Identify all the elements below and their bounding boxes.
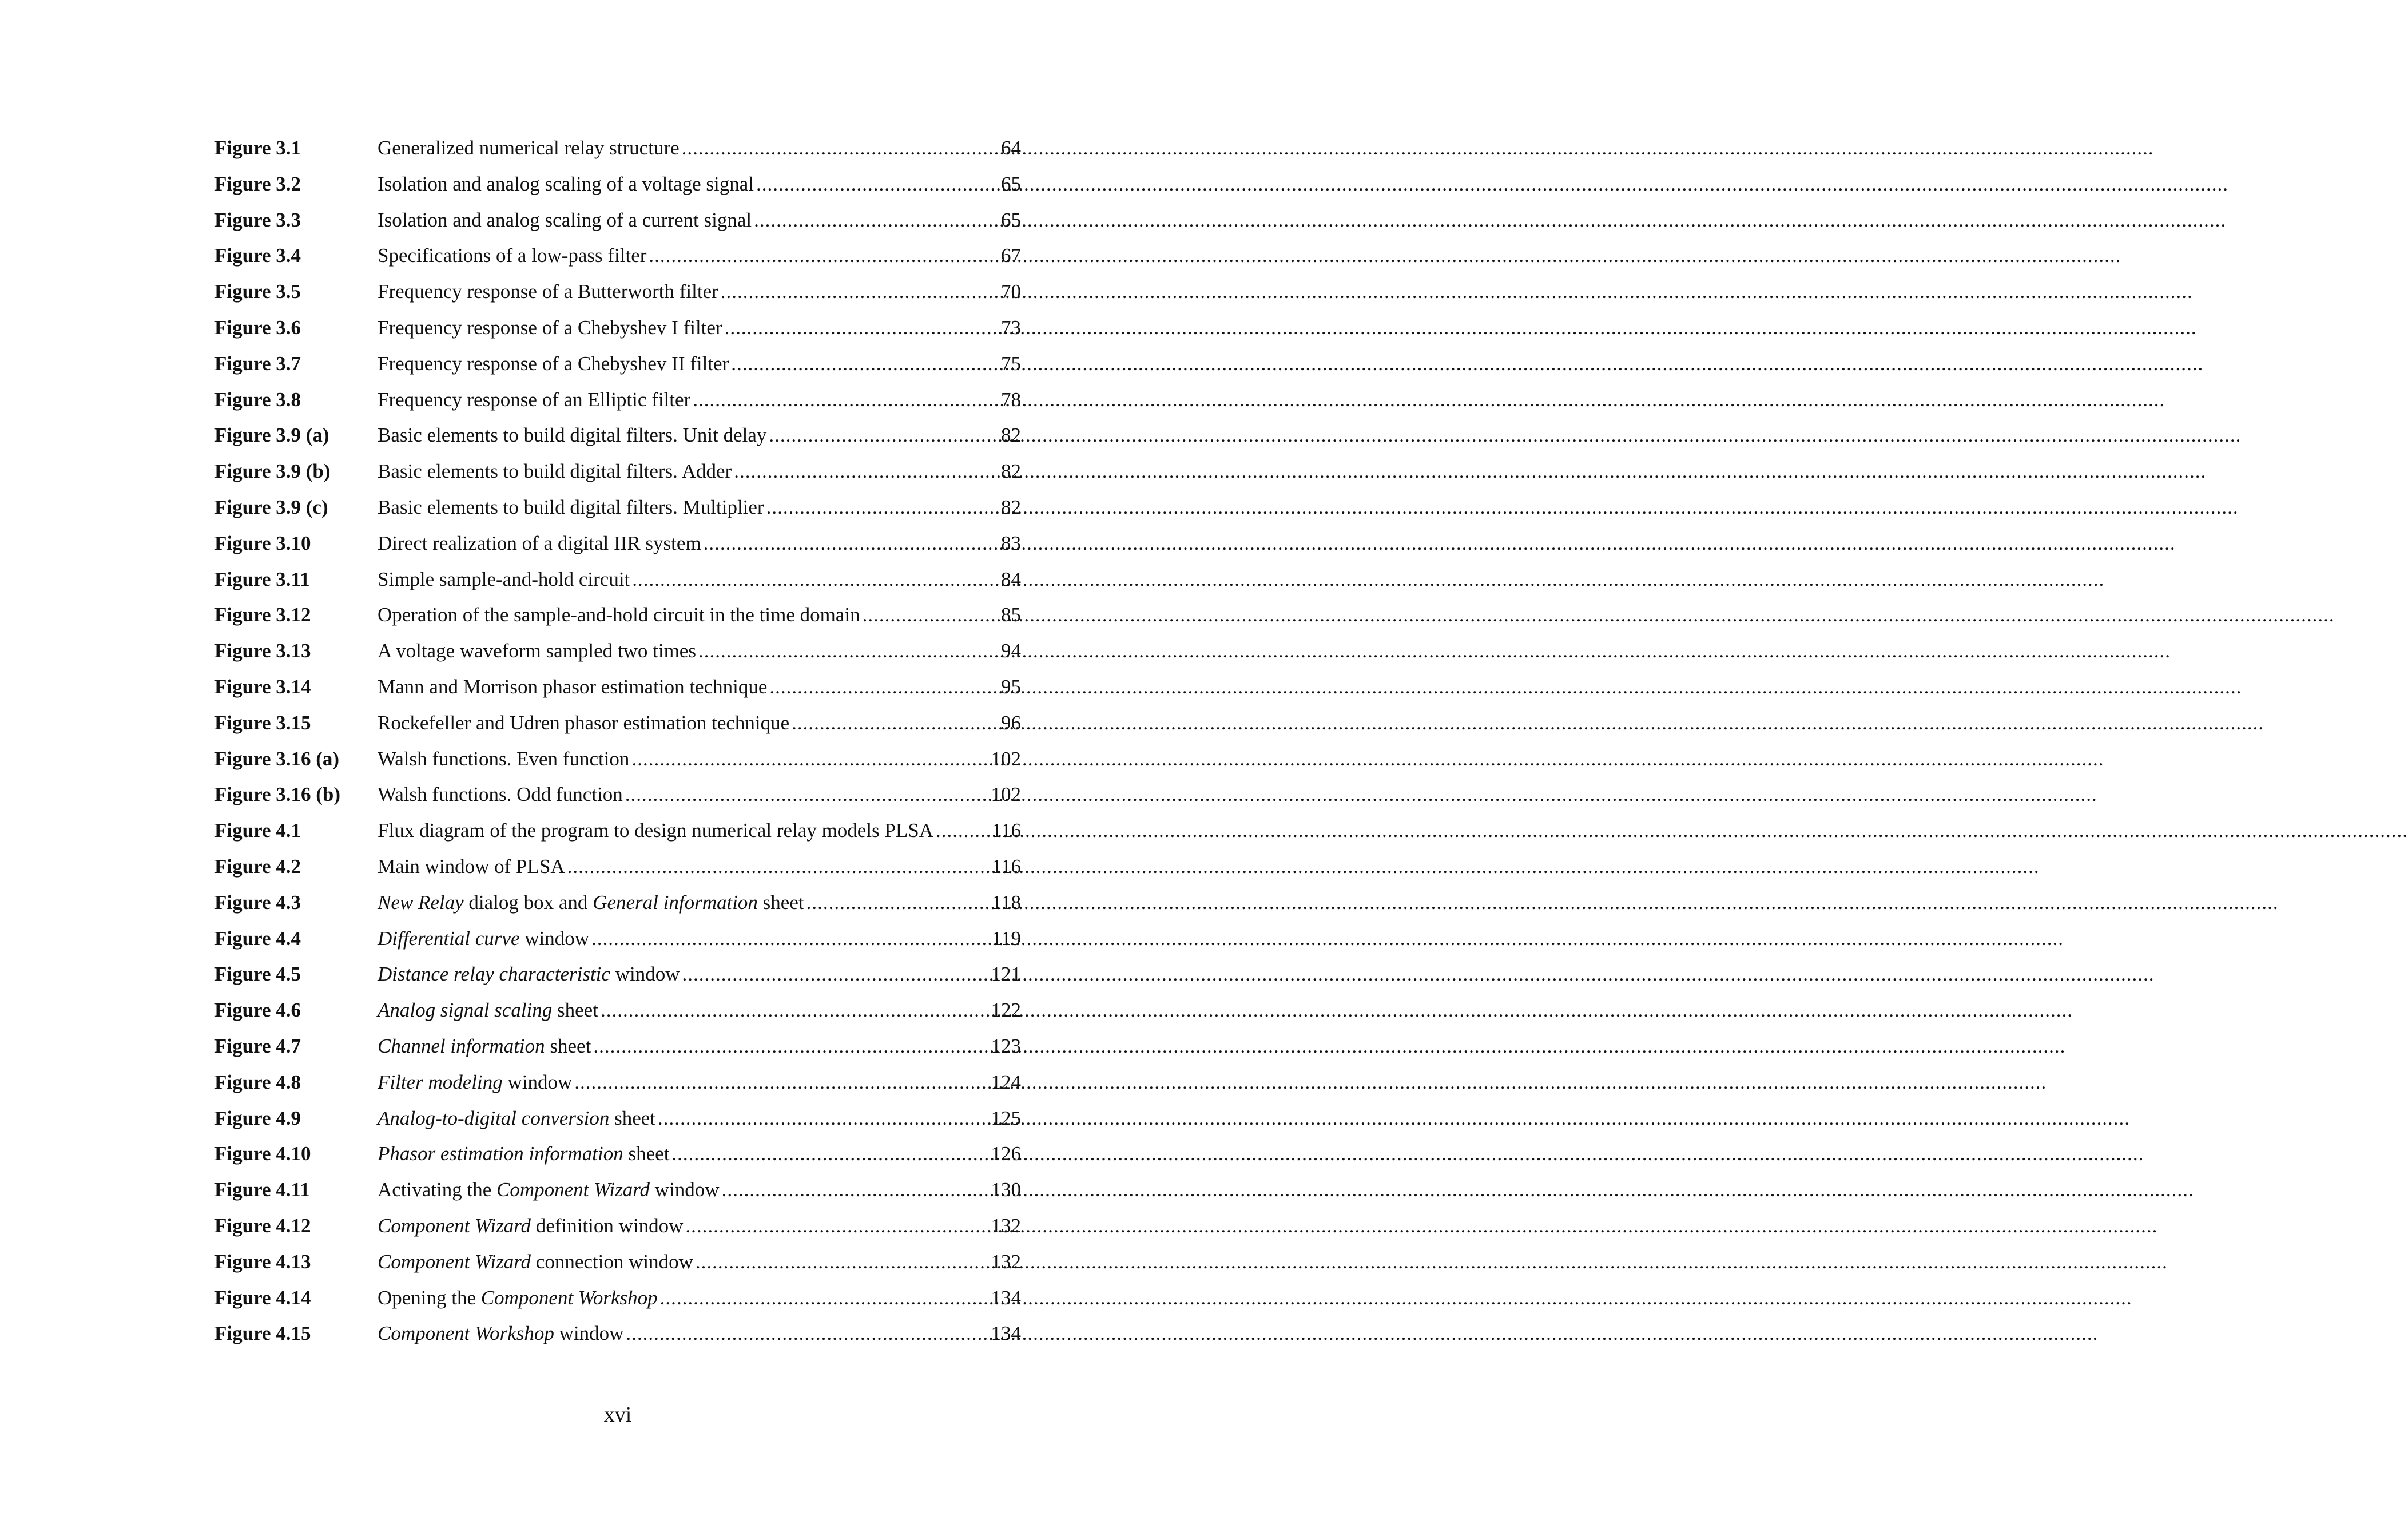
dot-leader [792,705,982,741]
figure-entry [214,1316,1021,1352]
figure-label: Figure 3.5 [214,280,301,303]
caption-segment: sheet [623,1142,670,1165]
figure-entry [214,1029,1021,1065]
figure-entry [214,562,1021,598]
caption-italic-segment: Filter modeling [378,1070,503,1093]
caption-segment: Specifications of a low-pass filter [378,244,647,267]
caption-italic-segment: Component Workshop [480,1286,658,1309]
figure-page-number: 125 [991,1106,1021,1129]
caption-segment: window [650,1178,720,1201]
caption-segment: A voltage waveform sampled two times [378,640,696,662]
dot-leader [658,1101,982,1137]
caption-segment: Operation of the sample-and-hold circuit in the time domain [378,604,860,626]
caption-segment: Generalized numerical relay structure [378,137,680,159]
figure-page-number: 82 [1001,424,1021,447]
figure-page-number: 75 [1001,352,1021,375]
figure-entry [214,1280,1021,1316]
figure-entry [214,1172,1021,1208]
page-number: xvi [603,1403,632,1427]
figure-page-number: 64 [1001,137,1021,159]
caption-segment: Main window of PLSA [378,855,565,878]
caption-segment: Basic elements to build digital filters. Multiplier [378,495,764,518]
dot-leader [704,526,982,562]
caption-segment: Direct realization of a digital IIR system [378,531,701,554]
dot-leader [721,274,982,310]
figure-entry [214,705,1021,741]
caption-segment: window [554,1322,624,1345]
figure-caption [378,705,789,741]
figure-caption [378,885,804,921]
dot-leader [671,1136,982,1172]
figure-label: Figure 4.12 [214,1214,311,1237]
figure-label: Figure 3.16 (b) [214,783,341,806]
caption-segment: Activating the [378,1178,497,1201]
figure-caption [378,1280,658,1316]
figure-entry [214,885,1021,921]
dot-leader [649,238,982,274]
figure-caption [378,957,680,993]
figure-label: Figure 3.7 [214,352,301,375]
dot-leader [682,957,982,993]
caption-italic-segment: Component Wizard [496,1178,650,1201]
caption-segment: dialog box and [463,891,593,914]
figure-caption [378,1208,683,1244]
figure-entry [214,310,1021,346]
figure-label: Figure 4.10 [214,1142,311,1165]
caption-italic-segment: Distance relay characteristic [378,963,610,986]
caption-italic-segment: Analog signal scaling [378,999,553,1022]
figure-entry [214,203,1021,239]
figure-label: Figure 4.2 [214,855,301,878]
caption-segment: sheet [552,999,598,1022]
figure-caption [378,1244,693,1280]
figure-entry [214,346,1021,382]
figure-page-number: 132 [991,1250,1021,1273]
figure-label: Figure 3.16 (a) [214,747,340,770]
figure-page-number: 78 [1001,388,1021,411]
figure-label: Figure 4.7 [214,1034,301,1057]
figure-caption [378,633,696,669]
figure-caption [378,1065,572,1101]
figure-label: Figure 4.5 [214,963,301,986]
figure-caption [378,1029,591,1065]
figure-label: Figure 4.11 [214,1178,310,1201]
caption-italic-segment: Component Wizard [378,1250,531,1273]
figure-label: Figure 3.1 [214,137,301,159]
figure-entry [214,597,1021,633]
figure-caption [378,310,722,346]
figure-page-number: 123 [991,1034,1021,1057]
figure-caption [378,921,589,957]
dot-leader [591,921,982,957]
figure-label: Figure 3.11 [214,567,310,590]
dot-leader [574,1065,982,1101]
caption-italic-segment: General information [593,891,758,914]
dot-leader [567,849,982,885]
figure-entry [214,813,1021,849]
figure-label: Figure 3.9 (c) [214,495,328,518]
figure-entry [214,274,1021,310]
figure-label: Figure 3.9 (a) [214,424,329,447]
dot-leader [734,454,982,490]
dot-leader [601,993,982,1029]
figure-caption [378,490,764,526]
figure-caption [378,418,766,454]
figure-caption [378,382,690,418]
figure-entry [214,849,1021,885]
figure-caption [378,238,646,274]
caption-segment: Mann and Morrison phasor estimation technique [378,675,768,698]
caption-segment: Opening the [378,1286,481,1309]
figure-page-number: 85 [1001,604,1021,626]
dot-leader [725,310,982,346]
figure-caption [378,1101,655,1137]
dot-leader [685,1208,982,1244]
caption-segment: Frequency response of a Chebyshev II filter [378,352,729,375]
figure-page-number: 82 [1001,495,1021,518]
figure-entry [214,777,1021,813]
figure-label: Figure 3.9 (b) [214,460,331,483]
dot-leader [631,741,982,777]
figure-caption [378,562,630,598]
dot-leader [626,1316,982,1352]
figure-page-number: 96 [1001,711,1021,734]
figure-page-number: 130 [991,1178,1021,1201]
figure-page-number: 126 [991,1142,1021,1165]
caption-segment: Frequency response of a Chebyshev I filter [378,316,722,339]
figure-caption [378,741,629,777]
caption-italic-segment: Differential curve [378,927,520,950]
caption-segment: Basic elements to build digital filters. Unit delay [378,424,767,447]
list-of-figures [214,130,1021,1352]
figure-caption [378,1136,669,1172]
figure-page-number: 102 [991,747,1021,770]
caption-segment: definition window [531,1214,684,1237]
figure-label: Figure 3.13 [214,640,311,662]
figure-page-number: 134 [991,1322,1021,1345]
dot-leader [696,1244,982,1280]
figure-page-number: 134 [991,1286,1021,1309]
figure-entry [214,669,1021,705]
figure-label: Figure 4.14 [214,1286,311,1309]
dot-leader [593,1029,982,1065]
caption-segment: Rockefeller and Udren phasor estimation technique [378,711,790,734]
figure-caption [378,813,933,849]
figure-label: Figure 3.3 [214,208,301,231]
figure-entry [214,633,1021,669]
figure-caption [378,993,598,1029]
figure-entry [214,418,1021,454]
figure-page-number: 116 [991,855,1021,878]
figure-page-number: 119 [991,927,1021,950]
dot-leader [769,418,982,454]
figure-page-number: 94 [1001,640,1021,662]
caption-italic-segment: Component Workshop [378,1322,554,1345]
figure-page-number: 122 [991,999,1021,1022]
figure-caption [378,346,729,382]
caption-segment: sheet [545,1034,591,1057]
figure-page-number: 65 [1001,208,1021,231]
figure-entry [214,1136,1021,1172]
figure-label: Figure 3.10 [214,531,311,554]
caption-segment: window [502,1070,573,1093]
figure-label: Figure 4.3 [214,891,301,914]
figure-caption [378,526,701,562]
figure-entry [214,921,1021,957]
dot-leader [625,777,982,813]
dot-leader [754,203,982,239]
document-page [0,0,1171,1516]
figure-page-number: 118 [991,891,1021,914]
figure-label: Figure 3.6 [214,316,301,339]
caption-segment: Isolation and analog scaling of a voltage signal [378,172,754,195]
figure-entry [214,454,1021,490]
caption-italic-segment: Analog-to-digital conversion [378,1106,610,1129]
caption-segment: Walsh functions. Odd function [378,783,623,806]
caption-italic-segment: Component Wizard [378,1214,531,1237]
figure-page-number: 67 [1001,244,1021,267]
figure-label: Figure 3.14 [214,675,311,698]
caption-italic-segment: Channel information [378,1034,545,1057]
figure-caption [378,1172,720,1208]
figure-entry [214,526,1021,562]
figure-label: Figure 4.9 [214,1106,301,1129]
figure-label: Figure 3.15 [214,711,311,734]
dot-leader [936,813,982,849]
figure-caption [378,597,860,633]
figure-caption [378,130,680,166]
caption-segment: sheet [757,891,804,914]
figure-entry [214,1101,1021,1137]
figure-label: Figure 4.1 [214,819,301,842]
caption-segment: Frequency response of a Butterworth filter [378,280,718,303]
dot-leader [766,490,982,526]
figure-page-number: 73 [1001,316,1021,339]
figure-page-number: 132 [991,1214,1021,1237]
figure-page-number: 121 [991,963,1021,986]
dot-leader [731,346,982,382]
dot-leader [693,382,982,418]
figure-page-number: 116 [991,819,1021,842]
figure-entry [214,238,1021,274]
caption-segment: sheet [609,1106,656,1129]
figure-caption [378,454,732,490]
caption-segment: Flux diagram of the program to design numerical relay models PLSA [378,819,934,842]
caption-segment: window [519,927,590,950]
dot-leader [698,633,982,669]
figure-caption [378,203,752,239]
figure-page-number: 95 [1001,675,1021,698]
dot-leader [660,1280,982,1316]
figure-caption [378,777,623,813]
caption-segment: Frequency response of an Elliptic filter [378,388,691,411]
figure-entry [214,166,1021,203]
figure-entry [214,490,1021,526]
figure-entry [214,1065,1021,1101]
figure-label: Figure 3.12 [214,604,311,626]
dot-leader [756,166,982,203]
figure-label: Figure 4.15 [214,1322,311,1345]
figure-entry [214,993,1021,1029]
figure-entry [214,1208,1021,1244]
figure-page-number: 82 [1001,460,1021,483]
figure-caption [378,1316,623,1352]
figure-page-number: 83 [1001,531,1021,554]
caption-segment: Walsh functions. Even function [378,747,630,770]
caption-segment: window [610,963,680,986]
caption-segment: connection window [531,1250,693,1273]
caption-italic-segment: Phasor estimation information [378,1142,623,1165]
dot-leader [863,597,982,633]
dot-leader [722,1172,982,1208]
dot-leader [682,130,982,166]
dot-leader [632,562,982,598]
figure-page-number: 70 [1001,280,1021,303]
dot-leader [769,669,982,705]
caption-italic-segment: New Relay [378,891,464,914]
figure-entry [214,1244,1021,1280]
figure-caption [378,849,565,885]
caption-segment: Simple sample-and-hold circuit [378,567,630,590]
caption-segment: Basic elements to build digital filters. Adder [378,460,732,483]
figure-entry [214,130,1021,166]
dot-leader [806,885,982,921]
figure-entry [214,382,1021,418]
figure-label: Figure 3.2 [214,172,301,195]
figure-entry [214,957,1021,993]
figure-label: Figure 4.8 [214,1070,301,1093]
caption-segment: Isolation and analog scaling of a current signal [378,208,752,231]
figure-page-number: 102 [991,783,1021,806]
figure-label: Figure 4.6 [214,999,301,1022]
figure-page-number: 65 [1001,172,1021,195]
figure-caption [378,166,754,203]
figure-caption [378,669,767,705]
figure-label: Figure 4.13 [214,1250,311,1273]
figure-page-number: 84 [1001,567,1021,590]
figure-label: Figure 3.8 [214,388,301,411]
figure-caption [378,274,718,310]
figure-page-number: 124 [991,1070,1021,1093]
figure-entry [214,741,1021,777]
figure-label: Figure 4.4 [214,927,301,950]
figure-label: Figure 3.4 [214,244,301,267]
